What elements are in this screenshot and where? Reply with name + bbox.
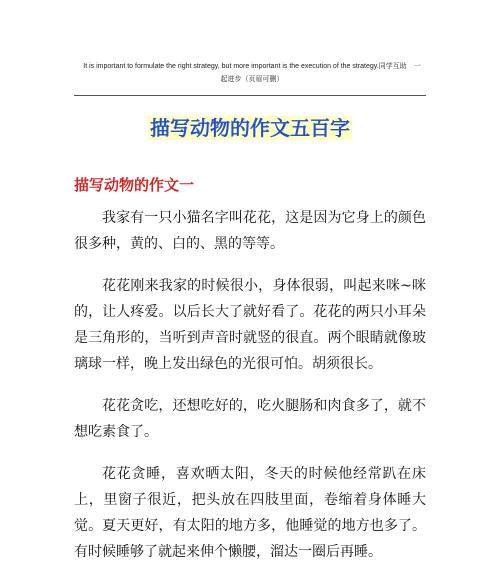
header-line-1 [74,60,430,73]
document-title [0,113,500,143]
header-english-text: It is important to formulate the right strategy, but more important is the execution of the strategy. [83,63,379,70]
body-text [74,205,426,566]
header-divider [74,95,426,96]
document-title-text: 描写动物的作文五百字 [150,116,350,140]
paragraph-4: 花花贪睡，喜欢晒太阳，冬天的时候他经常趴在床上，里窗子很近，把头放在四肢里面，卷缩着身体睡大觉。夏天更好，有太阳的地方多，他睡觉的地方也多了。有时候睡够了就起来伸个懒腰，溜达一圈后再睡。 [74,466,426,560]
page-header [74,60,430,86]
paragraph-2: 花花刚来我家的时候很小，身体很弱，叫起来咪~咪的，让人疼爱。以后长大了就好看了。花花的两只小耳朵是三角形的，当听到声音时就竖的很直。两个眼睛就像玻璃球一样，晚上发出绿色的光很可怕。胡须很长。 [74,278,426,372]
header-chinese-text: 同学互助 一 [378,62,421,70]
section-heading: 描写动物的作文一 [74,176,195,194]
paragraph-3: 花花贪吃，还想吃好的，吃火腿肠和肉食多了，就不想吃素食了。 [74,398,426,440]
header-line-2: 起进步（页眉可删） [220,75,284,83]
paragraph-1: 我家有一只小猫名字叫花花，这是因为它身上的颜色很多种，黄的、白的、黑的等等。 [74,210,426,252]
